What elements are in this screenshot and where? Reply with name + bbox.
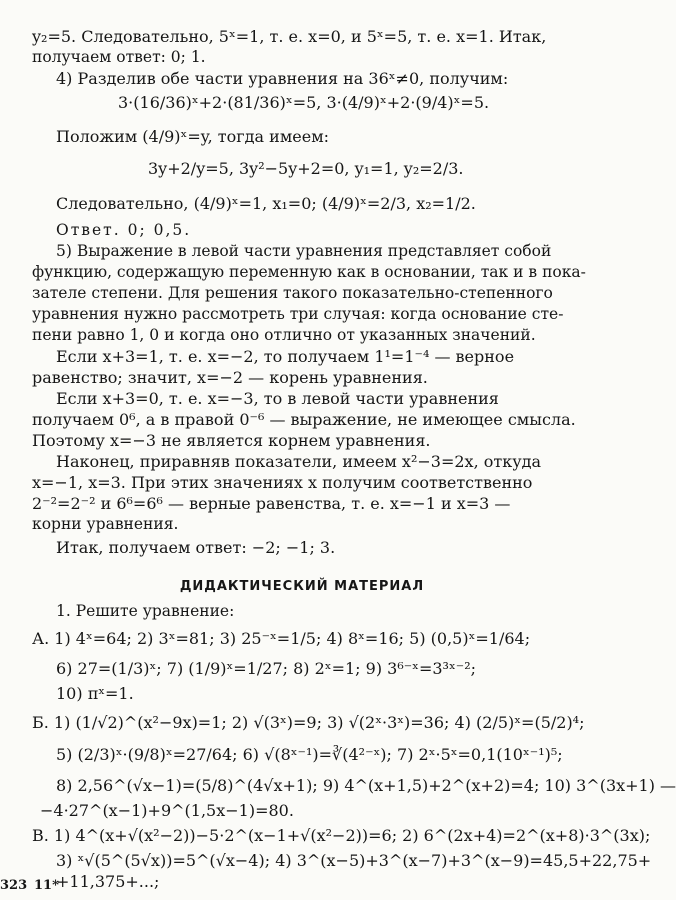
exercise-line: +11,375+...; (56, 872, 160, 891)
text-line: Наконец, приравняв показатели, имеем x²−3=2x, откуда (56, 452, 542, 471)
text-line: 5) Выражение в левой части уравнения представляет собой (56, 242, 552, 260)
text-line: Следовательно, (4/9)ˣ=1, x₁=0; (4/9)ˣ=2/3, x₂=1/2. (56, 194, 476, 213)
equation-line: 3·(16/36)ˣ+2·(81/36)ˣ=5, 3·(4/9)ˣ+2·(9/4)ˣ=5. (118, 93, 490, 112)
equation-line: 3y+2/y=5, 3y²−5y+2=0, y₁=1, y₂=2/3. (148, 159, 464, 178)
exercise-title: 1. Решите уравнение: (56, 602, 235, 620)
text-line: пени равно 1, 0 и когда оно отлично от указанных значений. (32, 326, 536, 344)
signature-mark: 11* (34, 878, 59, 893)
exercise-line: 8) 2,56^(√x−1)=(5/8)^(4√x+1); 9) 4^(x+1,5)+2^(x+2)=4; 10) 3^(3x+1) — (56, 776, 676, 795)
text-line: получаем 0⁶, а в правой 0⁻⁶ — выражение, не имеющее смысла. (32, 410, 576, 429)
text-line: Поэтому x=−3 не является корнем уравнения. (32, 431, 431, 450)
section-heading: ДИДАКТИЧЕСКИЙ МАТЕРИАЛ (179, 579, 425, 594)
text-line: уравнения нужно рассмотреть три случая: когда основание сте- (32, 305, 564, 323)
text-line: равенство; значит, x=−2 — корень уравнения. (32, 368, 428, 387)
text-line: Положим (4/9)ˣ=y, тогда имеем: (56, 127, 330, 146)
page-number: 323 (0, 878, 28, 893)
text-line: x=−1, x=3. При этих значениях x получим соответственно (32, 473, 533, 492)
exercise-line: А. 1) 4ˣ=64; 2) 3ˣ=81; 3) 25⁻ˣ=1/5; 4) 8ˣ=16; 5) (0,5)ˣ=1/64; (32, 629, 531, 648)
text-line: зателе степени. Для решения такого показательно-степенного (32, 284, 553, 302)
text-line: Если x+3=1, т. е. x=−2, то получаем 1¹=1⁻⁴ — верное (56, 347, 515, 366)
text-line: получаем ответ: 0; 1. (32, 48, 206, 66)
exercise-line: 3) ˣ√(5^(5√x))=5^(√x−4); 4) 3^(x−5)+3^(x−7)+3^(x−9)=45,5+22,75+ (56, 851, 652, 870)
text-line: 2⁻²=2⁻² и 6⁶=6⁶ — верные равенства, т. е. x=−1 и x=3 — (32, 494, 511, 513)
text-line: корни уравнения. (32, 515, 179, 533)
text-line: 4) Разделив обе части уравнения на 36ˣ≠0, получим: (56, 69, 509, 88)
text-line: y₂=5. Следовательно, 5ˣ=1, т. е. x=0, и 5ˣ=5, т. е. x=1. Итак, (32, 27, 547, 46)
exercise-line: 6) 27=(1/3)ˣ; 7) (1/9)ˣ=1/27; 8) 2ˣ=1; 9) 3⁶⁻ˣ=3³ˣ⁻²; (56, 659, 476, 678)
exercise-line: Б. 1) (1/√2)^(x²−9x)=1; 2) √(3ˣ)=9; 3) √(2ˣ·3ˣ)=36; 4) (2/5)ˣ=(5/2)⁴; (32, 713, 585, 732)
exercise-line: В. 1) 4^(x+√(x²−2))−5·2^(x−1+√(x²−2))=6; 2) 6^(2x+4)=2^(x+8)·3^(3x); (32, 826, 651, 845)
exercise-line: −4·27^(x−1)+9^(1,5x−1)=80. (40, 801, 294, 820)
exercise-line: 10) πˣ=1. (56, 684, 134, 703)
answer-line: Ответ. 0; 0,5. (56, 221, 192, 239)
text-line: Итак, получаем ответ: −2; −1; 3. (56, 538, 336, 557)
exercise-line: 5) (2/3)ˣ·(9/8)ˣ=27/64; 6) √(8ˣ⁻¹)=∛(4²⁻ˣ); 7) 2ˣ·5ˣ=0,1(10ˣ⁻¹)⁵; (56, 745, 563, 764)
text-line: функцию, содержащую переменную как в основании, так и в пока- (32, 263, 586, 281)
text-line: Если x+3=0, т. е. x=−3, то в левой части уравнения (56, 389, 499, 408)
